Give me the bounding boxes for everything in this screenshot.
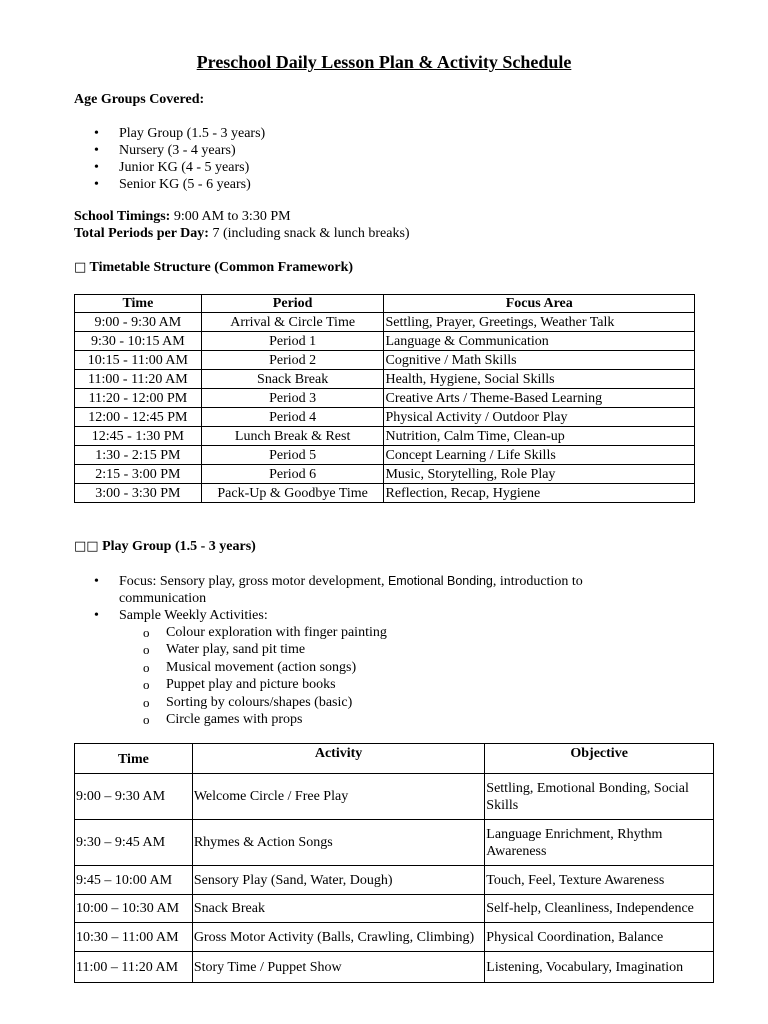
table-row <box>75 465 695 484</box>
cell-focus: Nutrition, Calm Time, Clean-up <box>384 427 695 446</box>
cell-focus: Settling, Prayer, Greetings, Weather Talk <box>384 313 695 332</box>
cell-period: Period 2 <box>201 351 384 370</box>
list-item: • Junior KG (4 - 5 years) <box>94 159 265 176</box>
cell-time: 11:00 - 11:20 AM <box>75 370 202 389</box>
cell-activity: Story Time / Puppet Show <box>192 952 484 983</box>
page-title: Preschool Daily Lesson Plan & Activity Schedule <box>196 52 572 72</box>
cell-activity: Rhymes & Action Songs <box>192 820 484 866</box>
list-item: o Colour exploration with finger painting <box>143 624 387 641</box>
focus-emphasis: Emotional Bonding <box>387 574 493 588</box>
timetable-table <box>74 294 695 503</box>
cell-activity: Welcome Circle / Free Play <box>192 774 484 820</box>
cell-focus: Creative Arts / Theme-Based Learning <box>384 389 695 408</box>
play-group-list <box>94 573 654 624</box>
table-row <box>75 866 714 895</box>
cell-focus: Music, Storytelling, Role Play <box>384 465 695 484</box>
table-row <box>75 408 695 427</box>
cell-period: Pack-Up & Goodbye Time <box>201 484 384 503</box>
table-row <box>75 370 695 389</box>
total-periods <box>74 226 410 242</box>
table-row <box>75 774 714 820</box>
school-timings <box>74 209 291 225</box>
header-time: Time <box>75 295 202 313</box>
list-item: o Circle games with props <box>143 711 387 728</box>
cell-objective: Listening, Vocabulary, Imagination <box>485 952 714 983</box>
total-periods-label: Total Periods per Day: <box>74 226 209 241</box>
list-item: o Sorting by colours/shapes (basic) <box>143 694 387 711</box>
cell-time: 9:30 – 9:45 AM <box>75 820 193 866</box>
table-row <box>75 332 695 351</box>
cell-period: Period 3 <box>201 389 384 408</box>
play-group-table <box>74 743 714 983</box>
list-item: • Nursery (3 - 4 years) <box>94 142 265 159</box>
table-row <box>75 484 695 503</box>
cell-period: Arrival & Circle Time <box>201 313 384 332</box>
play-group-heading <box>74 539 256 555</box>
table-row <box>75 820 714 866</box>
list-item-focus <box>94 573 654 607</box>
cell-objective: Physical Coordination, Balance <box>485 923 714 952</box>
cell-time: 9:00 – 9:30 AM <box>75 774 193 820</box>
table-row <box>75 427 695 446</box>
focus-prefix: Focus: Sensory play, gross motor development, <box>119 574 388 589</box>
school-timings-value: 9:00 AM to 3:30 PM <box>170 209 291 224</box>
cell-focus: Language & Communication <box>384 332 695 351</box>
header-focus-area: Focus Area <box>384 295 695 313</box>
cell-focus: Reflection, Recap, Hygiene <box>384 484 695 503</box>
header-period: Period <box>201 295 384 313</box>
cell-activity: Sensory Play (Sand, Water, Dough) <box>192 866 484 895</box>
table-header-row <box>75 744 714 774</box>
missing-glyph-icon: □□ <box>74 539 99 554</box>
focus-suffix: , introduction to communication <box>119 574 583 606</box>
table-header-row <box>75 295 695 313</box>
list-item: • Senior KG (5 - 6 years) <box>94 176 265 193</box>
timetable-heading <box>74 260 353 276</box>
cell-period: Snack Break <box>201 370 384 389</box>
cell-time: 1:30 - 2:15 PM <box>75 446 202 465</box>
cell-time: 10:00 – 10:30 AM <box>75 895 193 923</box>
list-item: • Play Group (1.5 - 3 years) <box>94 125 265 142</box>
missing-glyph-icon: □ <box>74 260 87 275</box>
table-row <box>75 446 695 465</box>
age-groups-list <box>94 125 265 193</box>
table-row <box>75 923 714 952</box>
cell-time: 11:20 - 12:00 PM <box>75 389 202 408</box>
cell-focus: Physical Activity / Outdoor Play <box>384 408 695 427</box>
cell-activity: Gross Motor Activity (Balls, Crawling, Climbing) <box>192 923 484 952</box>
cell-time: 12:45 - 1:30 PM <box>75 427 202 446</box>
cell-time: 9:00 - 9:30 AM <box>75 313 202 332</box>
cell-focus: Concept Learning / Life Skills <box>384 446 695 465</box>
cell-focus: Cognitive / Math Skills <box>384 351 695 370</box>
cell-objective: Language Enrichment, Rhythm Awareness <box>485 820 714 866</box>
cell-time: 12:00 - 12:45 PM <box>75 408 202 427</box>
cell-objective: Settling, Emotional Bonding, Social Skills <box>485 774 714 820</box>
cell-period: Period 4 <box>201 408 384 427</box>
cell-period: Lunch Break & Rest <box>201 427 384 446</box>
cell-time: 3:00 - 3:30 PM <box>75 484 202 503</box>
table-row <box>75 389 695 408</box>
list-item: o Puppet play and picture books <box>143 676 387 693</box>
cell-period: Period 1 <box>201 332 384 351</box>
header-time: Time <box>75 744 193 774</box>
cell-activity: Snack Break <box>192 895 484 923</box>
cell-period: Period 5 <box>201 446 384 465</box>
list-item-activities: • Sample Weekly Activities: <box>94 607 654 624</box>
header-activity: Activity <box>192 744 484 774</box>
cell-objective: Touch, Feel, Texture Awareness <box>485 866 714 895</box>
timetable-heading-text: Timetable Structure (Common Framework) <box>89 260 354 275</box>
cell-time: 11:00 – 11:20 AM <box>75 952 193 983</box>
list-item: o Water play, sand pit time <box>143 641 387 658</box>
table-row <box>75 313 695 332</box>
play-group-heading-text: Play Group (1.5 - 3 years) <box>102 539 256 554</box>
cell-time: 9:45 – 10:00 AM <box>75 866 193 895</box>
school-timings-label: School Timings: <box>74 209 171 224</box>
table-row <box>75 895 714 923</box>
header-objective: Objective <box>485 744 714 774</box>
cell-focus: Health, Hygiene, Social Skills <box>384 370 695 389</box>
age-groups-heading: Age Groups Covered: <box>74 92 205 107</box>
cell-objective: Self-help, Cleanliness, Independence <box>485 895 714 923</box>
total-periods-value: 7 (including snack & lunch breaks) <box>208 226 410 241</box>
cell-period: Period 6 <box>201 465 384 484</box>
list-item: o Musical movement (action songs) <box>143 659 387 676</box>
cell-time: 10:30 – 11:00 AM <box>75 923 193 952</box>
cell-time: 10:15 - 11:00 AM <box>75 351 202 370</box>
weekly-activities-list <box>143 624 387 728</box>
table-row <box>75 351 695 370</box>
cell-time: 2:15 - 3:00 PM <box>75 465 202 484</box>
table-row <box>75 952 714 983</box>
cell-time: 9:30 - 10:15 AM <box>75 332 202 351</box>
